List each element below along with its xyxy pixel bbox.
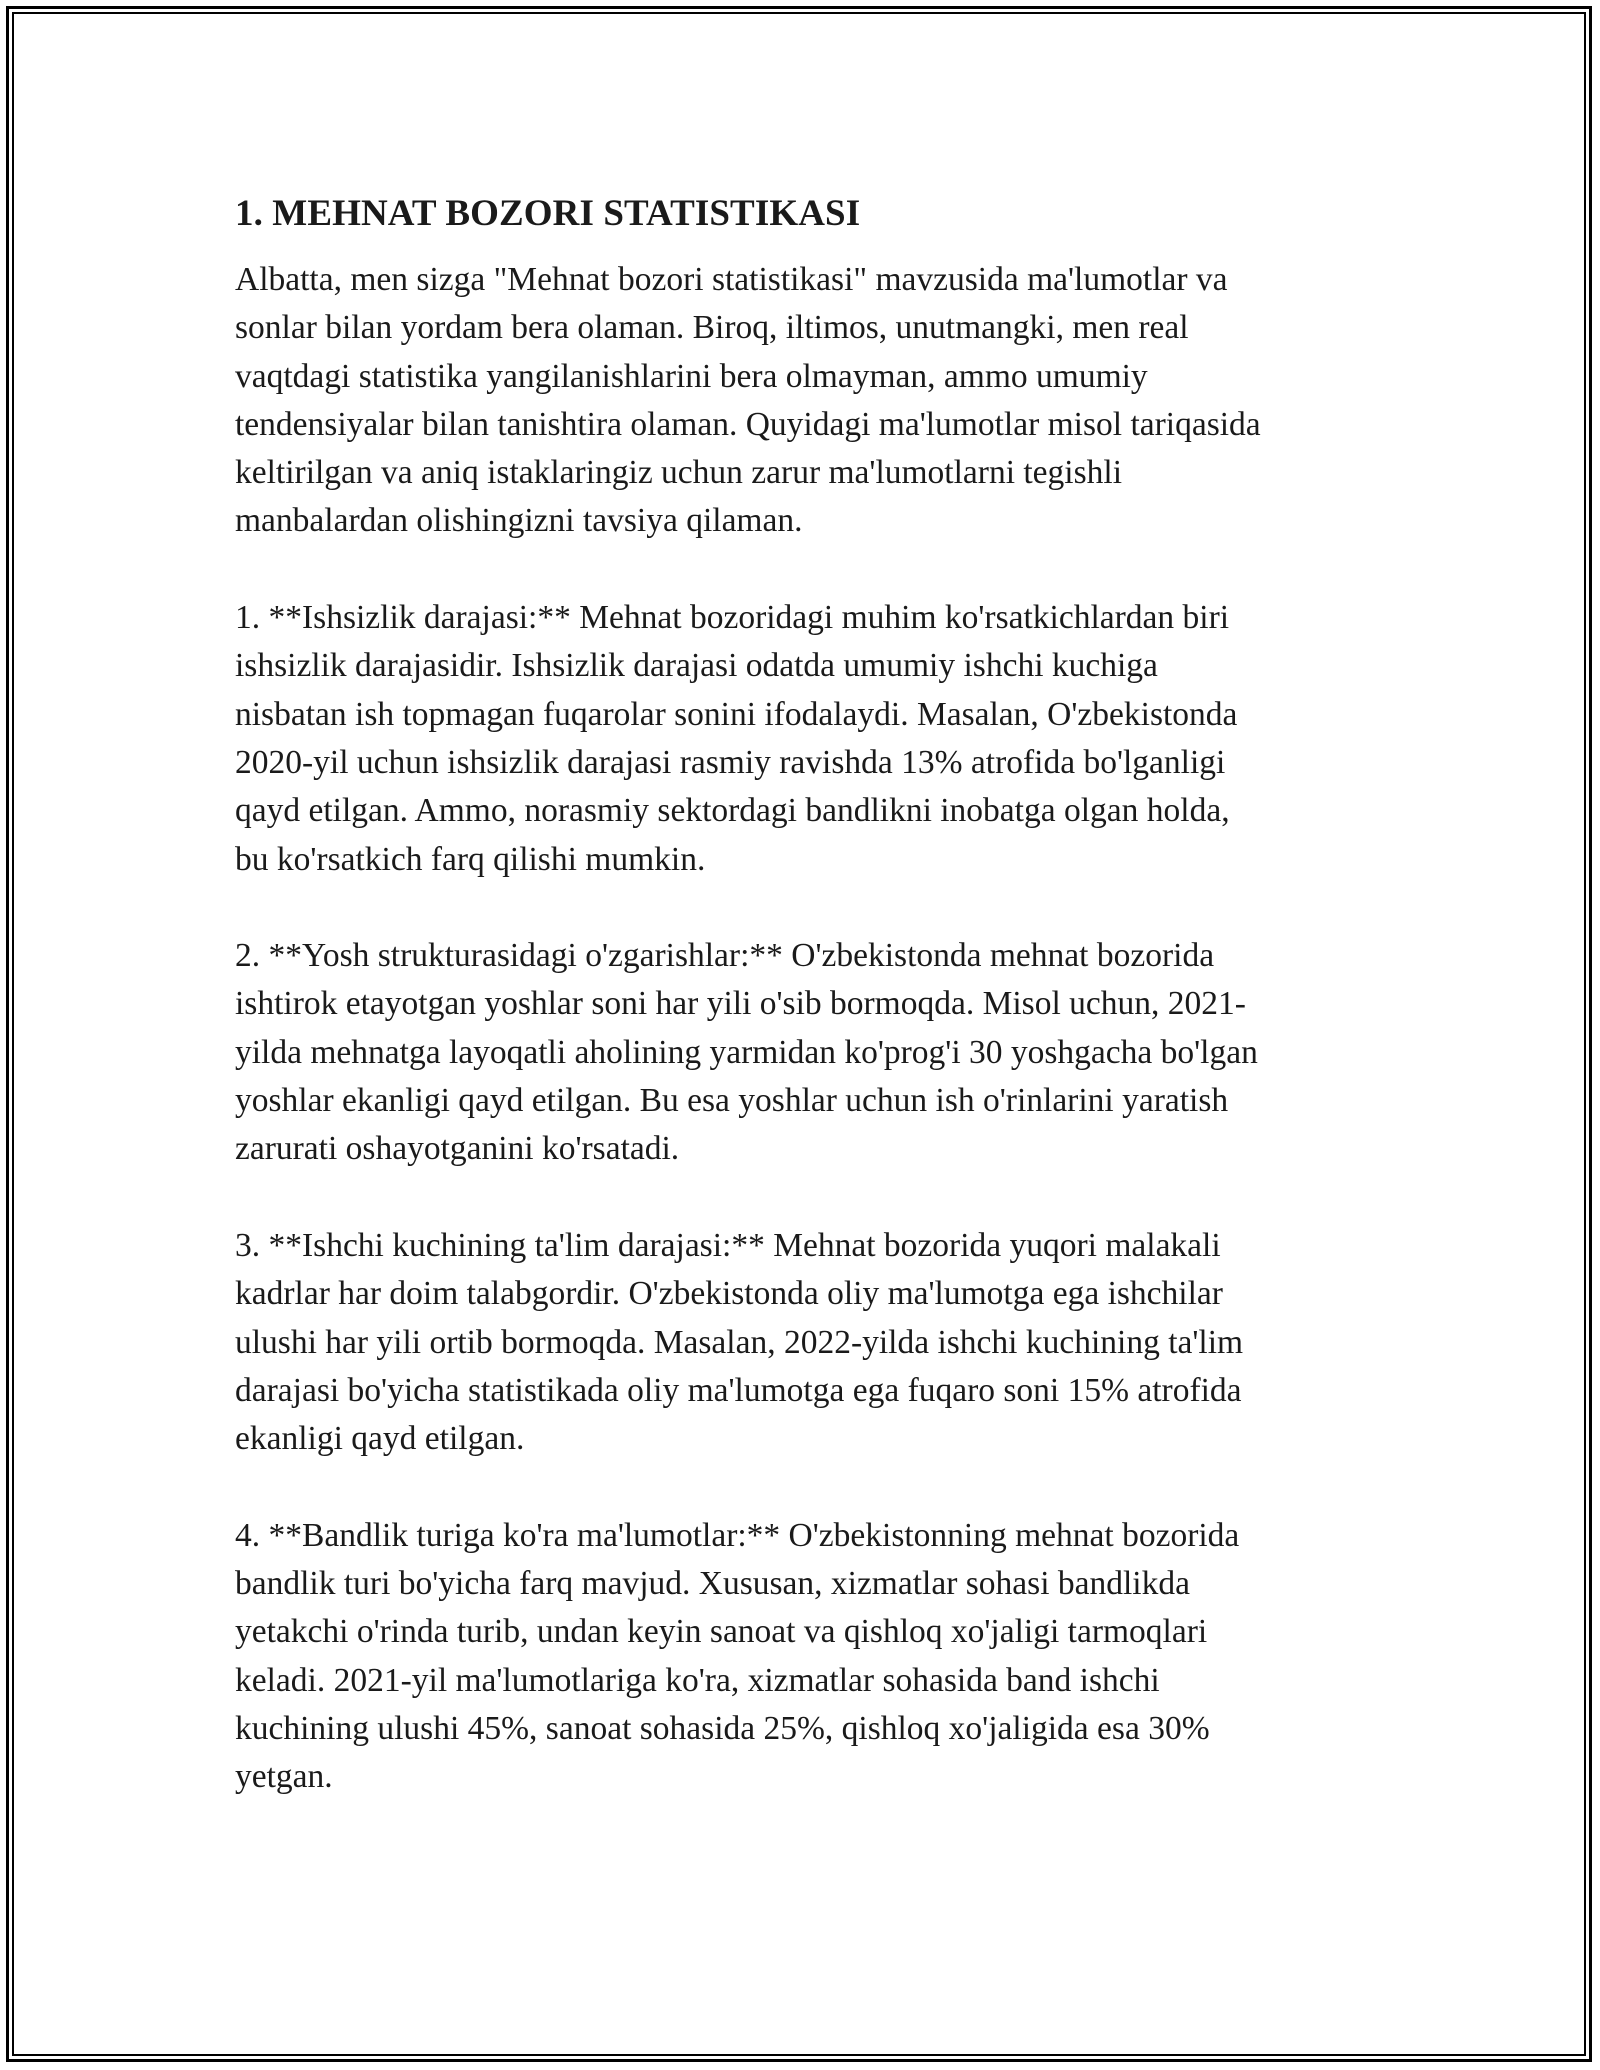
text-line: qayd etilgan. Ammo, norasmiy sektordagi bandlikni inobatga olgan holda, xyxy=(235,792,1230,830)
text-line: tendensiyalar bilan tanishtira olaman. Quyidagi ma'lumotlar misol tariqasida xyxy=(235,405,1261,443)
text-line: Albatta, men sizga "Mehnat bozori statistikasi" mavzusida ma'lumotlar va xyxy=(235,261,1228,298)
text-line: nisbatan ish topmagan fuqarolar sonini ifodalaydi. Masalan, O'zbekistonda xyxy=(235,695,1238,733)
text-line: manbalardan olishingizni tavsiya qilaman. xyxy=(235,502,803,540)
text-line: yetgan. xyxy=(235,1758,333,1796)
text-line: 2. **Yosh strukturasidagi o'zgarishlar:** O'zbekistonda mehnat bozorida xyxy=(235,937,1215,975)
text-line: 4. **Bandlik turiga ko'ra ma'lumotlar:** O'zbekistonning mehnat bozorida xyxy=(235,1516,1240,1554)
text-line: yoshlar ekanligi qayd etilgan. Bu esa yoshlar uchun ish o'rinlarini yaratish xyxy=(235,1082,1229,1120)
paragraph-age-structure xyxy=(235,932,1370,1173)
document-title: 1. MEHNAT BOZORI STATISTIKASI xyxy=(235,193,861,234)
text-line: bandlik turi bo'yicha farq mavjud. Xususan, xizmatlar sohasi bandlikda xyxy=(235,1565,1190,1603)
text-line: vaqtdagi statistika yangilanishlarini bera olmayman, ammo umumiy xyxy=(235,357,1148,395)
paragraph-education-level xyxy=(235,1222,1370,1463)
text-line: ishsizlik darajasidir. Ishsizlik darajasi odatda umumiy ishchi kuchiga xyxy=(235,647,1158,685)
text-line: 1. **Ishsizlik darajasi:** Mehnat bozoridagi muhim ko'rsatkichlardan biri xyxy=(235,599,1230,637)
text-line: keltirilgan va aniq istaklaringiz uchun zarur ma'lumotlarni tegishli xyxy=(235,454,1123,492)
paragraph-intro xyxy=(235,256,1370,546)
text-line: yilda mehnatga layoqatli aholining yarmidan ko'prog'i 30 yoshgacha bo'lgan xyxy=(235,1033,1258,1071)
document-body xyxy=(235,186,1370,1802)
text-line: 3. **Ishchi kuchining ta'lim darajasi:** Mehnat bozorida yuqori malakali xyxy=(235,1226,1221,1264)
text-line: ulushi har yili ortib bormoqda. Masalan, 2022-yilda ishchi kuchining ta'lim xyxy=(235,1323,1244,1361)
text-line: ishtirok etayotgan yoshlar soni har yili o'sib bormoqda. Misol uchun, 2021- xyxy=(235,985,1246,1023)
text-line: sonlar bilan yordam bera olaman. Biroq, iltimos, unutmangki, men real xyxy=(235,309,1189,347)
text-line: kuchining ulushi 45%, sanoat sohasida 25%, qishloq xo'jaligida esa 30% xyxy=(235,1709,1210,1747)
text-line: zarurati oshayotganini ko'rsatadi. xyxy=(235,1130,680,1168)
paragraph-employment-type xyxy=(235,1512,1370,1802)
text-line: bu ko'rsatkich farq qilishi mumkin. xyxy=(235,840,706,878)
text-line: kadrlar har doim talabgordir. O'zbekistonda oliy ma'lumotga ega ishchilar xyxy=(235,1275,1223,1313)
text-line: keladi. 2021-yil ma'lumotlariga ko'ra, xizmatlar sohasida band ishchi xyxy=(235,1661,1160,1699)
text-line: 2020-yil uchun ishsizlik darajasi rasmiy ravishda 13% atrofida bo'lganligi xyxy=(235,743,1226,781)
paragraph-unemployment xyxy=(235,594,1370,884)
text-line: yetakchi o'rinda turib, undan keyin sanoat va qishloq xo'jaligi tarmoqlari xyxy=(235,1613,1208,1651)
text-line: ekanligi qayd etilgan. xyxy=(235,1420,525,1458)
text-line: darajasi bo'yicha statistikada oliy ma'lumotga ega fuqaro soni 15% atrofida xyxy=(235,1371,1242,1409)
